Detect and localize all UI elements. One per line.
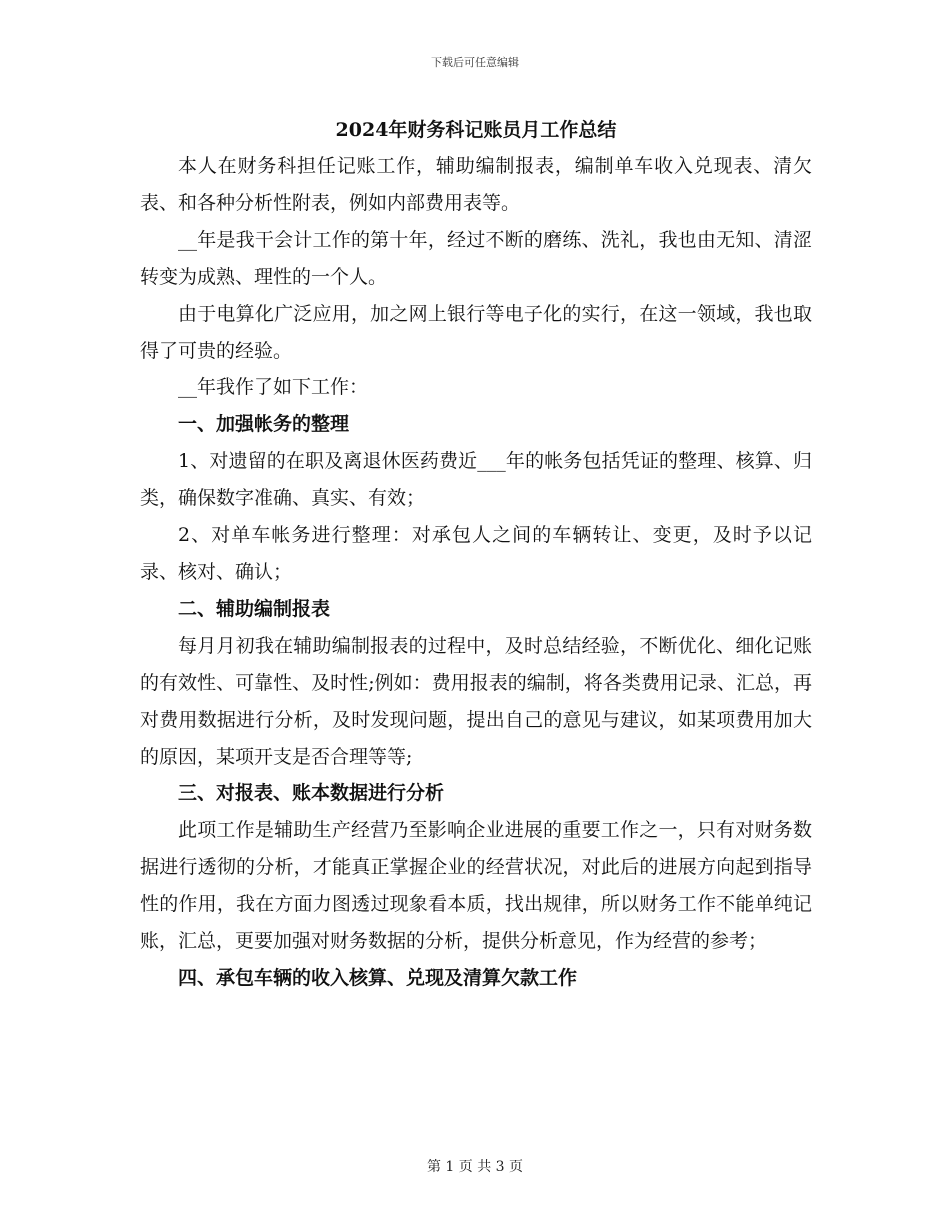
- paragraph: __年我作了如下工作：: [178, 376, 369, 399]
- section-heading: 一、加强帐务的整理: [178, 413, 350, 436]
- document-title: 2024年财务科记账员月工作总结: [335, 119, 617, 141]
- section-heading: 三、对报表、账本数据进行分析: [178, 782, 445, 805]
- paragraph: 每月月初我在辅助编制报表的过程中，及时总结经验，不断优化、细化记账的有效性、可靠性、及时性;例如：费用报表的编制，将各类费用记录、汇总，再对费用数据进行分析，及时发现问题，提出自己的意见与建议，如某项费用加大的原因，某项开支是否合理等等;: [140, 634, 812, 768]
- paragraph: 2、对单车帐务进行整理：对承包人之间的车辆转让、变更，及时予以记录、核对、确认；: [140, 524, 812, 583]
- paragraph: 此项工作是辅助生产经营乃至影响企业进展的重要工作之一，只有对财务数据进行透彻的分析，才能真正掌握企业的经营状况，对此后的进展方向起到指导性的作用，我在方面力图透过现象看本质，找出规律，所以财务工作不能单纯记账，汇总，更要加强对财务数据的分析，提供分析意见，作为经营的参考；: [140, 819, 812, 953]
- section-heading: 四、承包车辆的收入核算、兑现及清算欠款工作: [178, 966, 578, 989]
- section-heading: 二、辅助编制报表: [178, 597, 331, 620]
- document-body: [140, 112, 812, 997]
- paragraph: __年是我干会计工作的第十年，经过不断的磨练、洗礼，我也由无知、清涩转变为成熟、理性的一个人。: [140, 228, 812, 288]
- page-header-note: 下载后可任意编辑: [431, 56, 519, 69]
- paragraph: 由于电算化广泛应用，加之网上银行等电子化的实行，在这一领域，我也取得了可贵的经验。: [140, 302, 812, 362]
- paragraph: 本人在财务科担任记账工作，辅助编制报表，编制单车收入兑现表、清欠表、和各种分析性附表，例如内部费用表等。: [140, 155, 812, 214]
- page-number: 第 1 页 共 3 页: [426, 1159, 524, 1175]
- paragraph: 1、对遗留的在职及离退休医药费近___年的帐务包括凭证的整理、核算、归类，确保数字准确、真实、有效；: [140, 450, 812, 510]
